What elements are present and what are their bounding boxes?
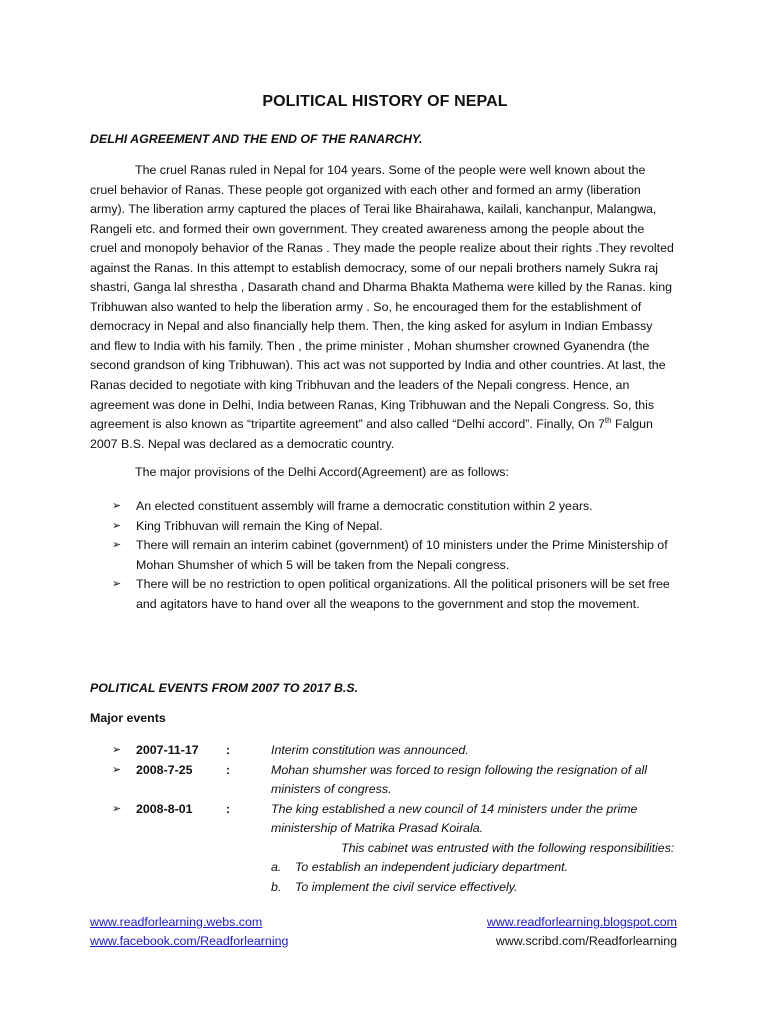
paragraph-text: The cruel Ranas ruled in Nepal for 104 years. Some of the people were well known about the cruel behavior of Ranas. These people got organized with each other and formed an army (liberation army). The liberation army captured the places of Terai like Bhairahawa, kailali, kanchanpur, Malangwa, Rangeli etc. and formed their own government. They created awareness among the people about the cruel and monopoly behavior of the Ranas . They made the people realize about their rights .They revolted against the Ranas. In this attempt to establish democracy, some of our nepali brothers namely Sukra raj shastri, Ganga lal shrestha , Dasarath chand and Dharma Bhakta Mathema were killed by the Ranas. king Tribhuwan also wanted to help the liberation army . So, he encouraged them for the establishment of democracy in Nepal and also financially help them. Then, the king asked for asylum in Indian Embassy and flew to India with his family. Then , the prime minister , Mohan shumsher crowned Gyanendra (the second grandson of king Tribhuwan). This act was not supported by India and other countries. At last, the Ranas decided to negotiate with king Tribhuvan and the leaders of the Nepali congress. Hence, an agreement was done in Delhi, India between Ranas, King Tribhuwan and the Nepali Congress. So, this agreement is also known as “tripartite agreement” and also called “Delhi accord”. Finally, On 7 [90,163,674,432]
list-item [90,761,680,800]
provision-text: King Tribhuvan will remain the King of Nepal. [136,518,383,533]
event-colon: : [226,762,231,777]
footer-link-facebook[interactable]: www.facebook.com/Readforlearning [90,934,289,948]
responsibility-marker: b. [271,879,282,894]
arrow-bullet-icon: ➢ [112,744,122,756]
list-item [90,497,680,517]
footer-link-webs[interactable]: www.readforlearning.webs.com [90,915,263,929]
responsibility-item [271,878,680,898]
event-colon: : [226,801,231,816]
event-description: Mohan shumsher was forced to resign following the resignation of all ministers of congress. [271,762,648,797]
responsibility-marker: a. [271,860,282,875]
provision-text: An elected constituent assembly will frame a democratic constitution within 2 years. [136,499,593,513]
list-item [90,536,680,575]
list-item [90,741,680,761]
arrow-bullet-icon: ➢ [112,802,122,815]
arrow-bullet-icon: ➢ [112,578,122,591]
provision-text: There will be no restriction to open political organizations. All the political prisoners will be set free and agitators have to hand over all the weapons to the government and stop the movement. [136,577,670,611]
event-colon: : [226,743,231,757]
list-item [90,575,680,614]
provisions-list [90,497,680,614]
arrow-bullet-icon: ➢ [112,539,122,552]
event-description [271,800,680,898]
provisions-intro: The major provisions of the Delhi Accord(Agreement) are as follows: [135,465,509,479]
arrow-bullet-icon: ➢ [112,500,122,512]
paragraph-text-end: Falgun 2007 B.S. Nepal was declared as a democratic country. [90,417,653,451]
main-paragraph [90,161,674,454]
event-description-text: The king established a new council of 14 ministers under the prime ministership of Matrika Prasad Koirala. [271,801,638,836]
footer-row-1 [90,915,680,929]
footer-link-blogspot[interactable]: www.readforlearning.blogspot.com [486,915,677,929]
list-item [90,800,680,898]
arrow-bullet-icon: ➢ [112,763,122,776]
events-list [90,741,680,897]
cabinet-note: This cabinet was entrusted with the following responsibilities: [341,840,675,855]
provision-text: There will remain an interim cabinet (government) of 10 ministers under the Prime Ministership of Mohan Shumsher of which 5 will be taken from the Nepali congress. [136,538,668,572]
event-date: 2008-7-25 [136,762,193,777]
ordinal-superscript: th [604,415,612,425]
event-date: 2008-8-01 [136,801,193,816]
list-item [90,517,680,537]
page-title: POLITICAL HISTORY OF NEPAL [262,93,508,110]
event-date: 2007-11-17 [136,743,199,757]
responsibility-text: To establish an independent judiciary department. [295,860,569,875]
event-description: Interim constitution was announced. [271,743,469,757]
section-heading-delhi-agreement: DELHI AGREEMENT AND THE END OF THE RANARCHY. [90,132,423,146]
footer-row-2 [90,934,680,948]
major-events-subheading: Major events [90,711,166,725]
responsibility-text: To implement the civil service effectively. [295,879,518,894]
section-heading-political-events: POLITICAL EVENTS FROM 2007 TO 2017 B.S. [90,681,359,695]
footer-text-scribd: www.scribd.com/Readforlearning [495,934,677,948]
responsibility-item [271,858,680,878]
arrow-bullet-icon: ➢ [112,519,122,532]
